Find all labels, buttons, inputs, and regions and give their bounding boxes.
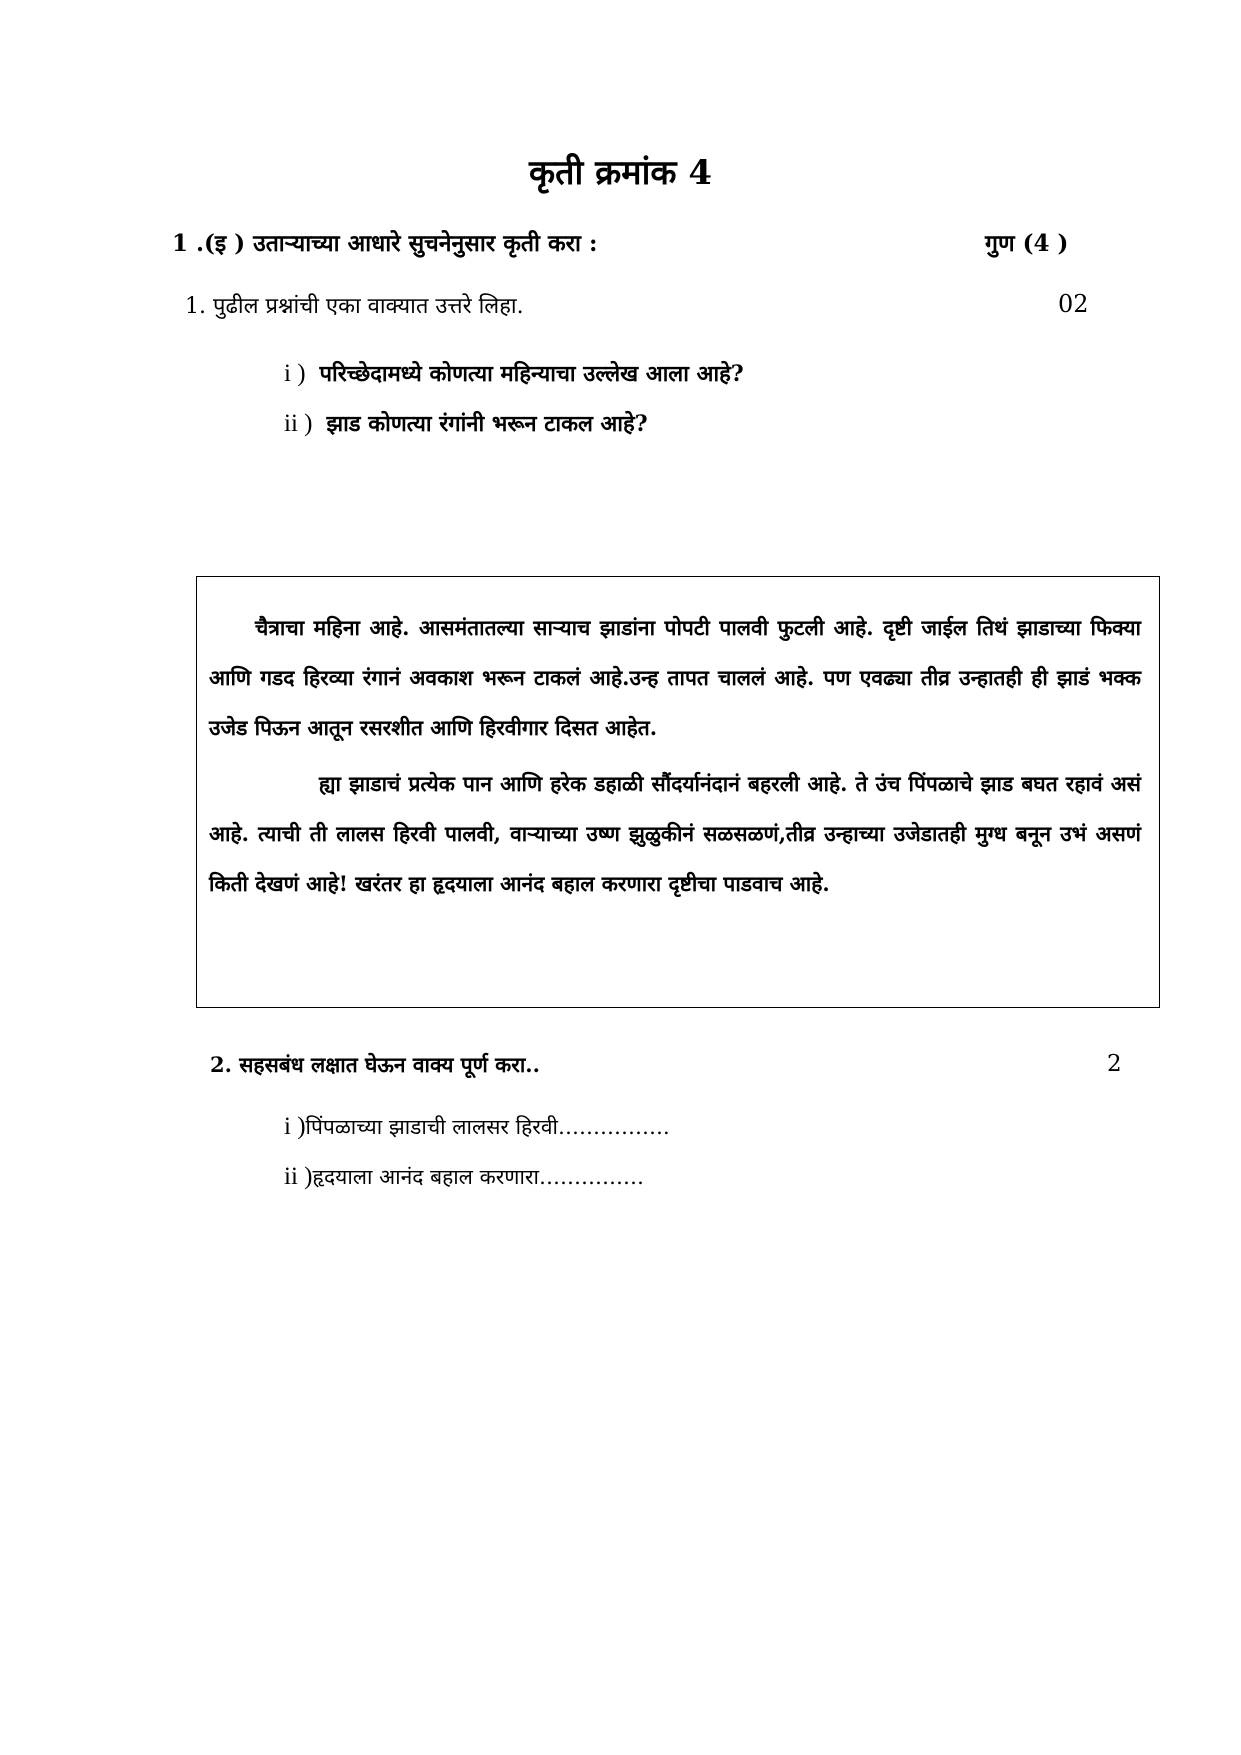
item-number: ii ) [284, 1163, 313, 1190]
passage-box [196, 576, 1160, 1008]
section-heading: 1 .(इ ) उताऱ्याच्या आधारे सुचनेनुसार कृती करा : [172, 230, 598, 257]
item-number: i ) [284, 360, 306, 387]
passage-paragraph-2: ह्या झाडाचं प्रत्येक पान आणि हरेक डहाळी सौंदर्यानंदानं बहरली आहे. ते उंच पिंपळाचे झाड बघत रहावं असं आहे. त्याची ती लालस हिरवी पालवी, वाऱ्याच्या उष्ण झुळुकीनं सळसळणं,तीव्र उन्हाच्या उजेडातही मुग्ध बनून उभं असणं किती देखणं आहे! खरंतर हा हृदयाला आनंद बहाल करणारा दृष्टीचा पाडवाच आहे. [209, 771, 1141, 896]
question-1-marks: 02 [1058, 290, 1089, 318]
item-text: पिंपळाच्या झाडाची लालसर हिरवी……………. [305, 1115, 670, 1139]
item-text: परिच्छेदामध्ये कोणत्या महिन्याचा उल्लेख आला आहे? [319, 361, 744, 387]
section-marks: गुण (4 ) [985, 230, 1069, 257]
item-text: हृदयाला आनंद बहाल करणारा…………… [312, 1165, 644, 1189]
question-2-prompt: 2. सहसबंध लक्षात घेऊन वाक्य पूर्ण करा.. [210, 1052, 540, 1077]
question-1-item-2 [284, 408, 648, 438]
question-2-item-1 [284, 1113, 670, 1141]
page-title: कृती क्रमांक 4 [529, 153, 712, 193]
item-text: झाड कोणत्या रंगांनी भरून टाकल आहे? [326, 411, 648, 437]
question-1-prompt: 1. पुढील प्रश्नांची एका वाक्यात उत्तरे लिहा. [185, 294, 524, 319]
question-2-marks: 2 [1107, 1051, 1122, 1077]
passage-paragraph-1: चैत्राचा महिना आहे. आसमंतातल्या साऱ्याच झाडांना पोपटी पालवी फुटली आहे. दृष्टी जाईल तिथं झाडाच्या फिक्या आणि गडद हिरव्या रंगानं अवकाश भरून टाकलं आहे.उन्ह तापत चाललं आहे. पण एवढ्या तीव्र उन्हातही ही झाडं भक्क उजेड पिऊन आतून रसरशीत आणि हिरवीगार दिसत आहेत. [209, 615, 1141, 740]
question-2-item-2 [284, 1163, 644, 1191]
item-number: ii ) [284, 410, 313, 437]
question-1-item-1 [284, 358, 744, 388]
item-number: i ) [284, 1113, 306, 1140]
